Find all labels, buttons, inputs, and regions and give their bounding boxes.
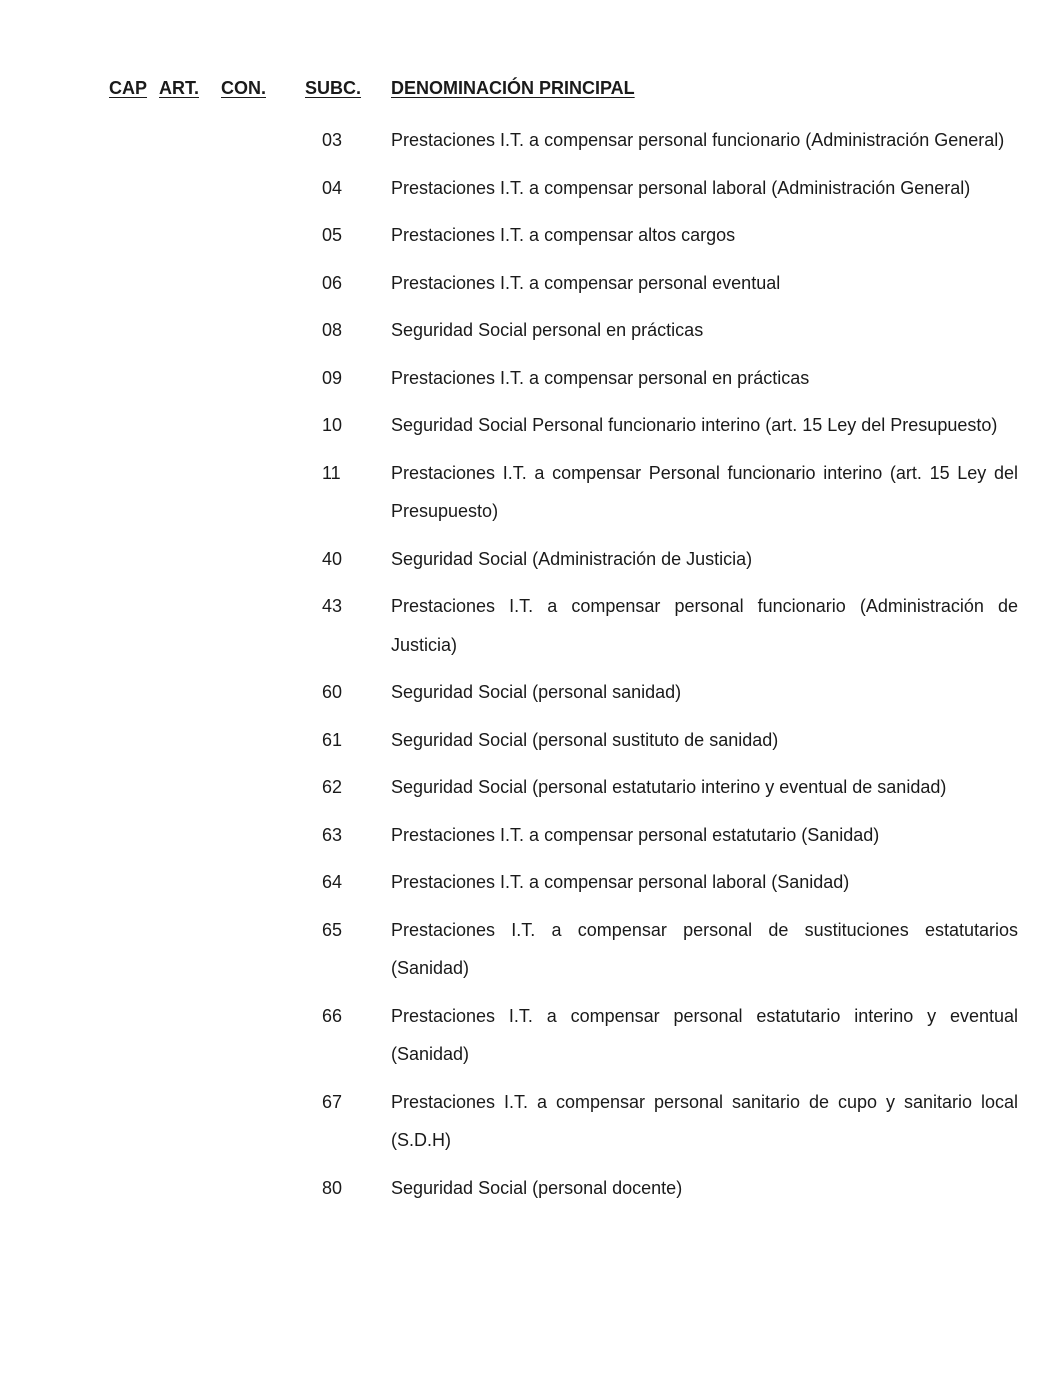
subconcept-description: Seguridad Social (personal estatutario interino y eventual de sanidad)	[391, 777, 947, 797]
list-item	[0, 997, 1058, 1074]
subconcept-description: Prestaciones I.T. a compensar personal en prácticas	[391, 367, 810, 388]
subconcept-code: 61	[322, 729, 343, 750]
subconcept-code: 10	[322, 415, 343, 435]
subconcept-code: 66	[322, 1005, 343, 1026]
header-subc: SUBC.	[305, 78, 362, 98]
list-item	[0, 264, 1058, 303]
list-item	[0, 121, 1058, 160]
list-item	[0, 216, 1058, 255]
subconcept-code: 09	[322, 367, 343, 388]
list-item	[0, 673, 1058, 712]
subconcept-description: Seguridad Social (personal docente)	[391, 1177, 683, 1198]
column-header-row	[0, 78, 1058, 104]
subconcept-description: Seguridad Social Personal funcionario interino (art. 15 Ley del Presupuesto)	[391, 415, 998, 435]
subconcept-description: Prestaciones I.T. a compensar personal sanitario de cupo y sanitario local (S.D.H)	[391, 1091, 1018, 1150]
subconcept-description: Prestaciones I.T. a compensar altos cargos	[391, 225, 736, 245]
subconcept-code: 65	[322, 919, 343, 940]
subconcept-code: 67	[322, 1091, 343, 1112]
subconcept-code: 62	[322, 777, 343, 797]
list-item	[0, 406, 1058, 445]
subconcept-description: Seguridad Social (Administración de Justicia)	[391, 548, 753, 569]
subconcept-code: 06	[322, 272, 343, 293]
subconcept-description: Prestaciones I.T. a compensar personal funcionario (Administración de Justicia)	[391, 596, 1018, 655]
subconcept-description: Seguridad Social personal en prácticas	[391, 320, 704, 340]
subconcept-description: Prestaciones I.T. a compensar personal laboral (Sanidad)	[391, 872, 850, 892]
list-item	[0, 1083, 1058, 1160]
subconcept-code: 43	[322, 596, 343, 616]
subconcept-code: 63	[322, 824, 343, 845]
subconcept-description: Seguridad Social (personal sanidad)	[391, 682, 682, 702]
header-cap: CAP	[109, 78, 148, 98]
subconcept-code: 40	[322, 548, 343, 569]
subconcept-description: Seguridad Social (personal sustituto de sanidad)	[391, 729, 779, 750]
subconcept-description: Prestaciones I.T. a compensar personal eventual	[391, 272, 781, 293]
list-item	[0, 169, 1058, 208]
list-item	[0, 911, 1058, 988]
list-item	[0, 816, 1058, 855]
header-art: ART.	[159, 78, 199, 98]
subconcept-code: 11	[322, 462, 341, 483]
subconcept-code: 04	[322, 177, 343, 198]
list-item	[0, 863, 1058, 902]
list-item	[0, 454, 1058, 531]
subconcept-code: 03	[322, 130, 343, 150]
list-item	[0, 1169, 1058, 1208]
subconcept-code: 05	[322, 225, 343, 245]
subconcept-list	[0, 121, 1058, 1216]
subconcept-code: 08	[322, 320, 343, 340]
subconcept-code: 80	[322, 1177, 343, 1198]
subconcept-description: Prestaciones I.T. a compensar personal laboral (Administración General)	[391, 177, 971, 198]
list-item	[0, 768, 1058, 807]
subconcept-description: Prestaciones I.T. a compensar personal estatutario (Sanidad)	[391, 824, 880, 845]
subconcept-description: Prestaciones I.T. a compensar Personal funcionario interino (art. 15 Ley del Presupuesto)	[391, 462, 1018, 521]
subconcept-code: 60	[322, 682, 343, 702]
subconcept-code: 64	[322, 872, 343, 892]
list-item	[0, 587, 1058, 664]
subconcept-description: Prestaciones I.T. a compensar personal estatutario interino y eventual (Sanidad)	[391, 1005, 1018, 1064]
subconcept-description: Prestaciones I.T. a compensar personal funcionario (Administración General)	[391, 130, 1005, 150]
header-con: CON.	[221, 78, 266, 98]
list-item	[0, 359, 1058, 398]
subconcept-description: Prestaciones I.T. a compensar personal de sustituciones estatutarios (Sanidad)	[391, 919, 1018, 978]
list-item	[0, 540, 1058, 579]
list-item	[0, 311, 1058, 350]
list-item	[0, 721, 1058, 760]
header-denominacion: DENOMINACIÓN PRINCIPAL	[391, 78, 635, 98]
